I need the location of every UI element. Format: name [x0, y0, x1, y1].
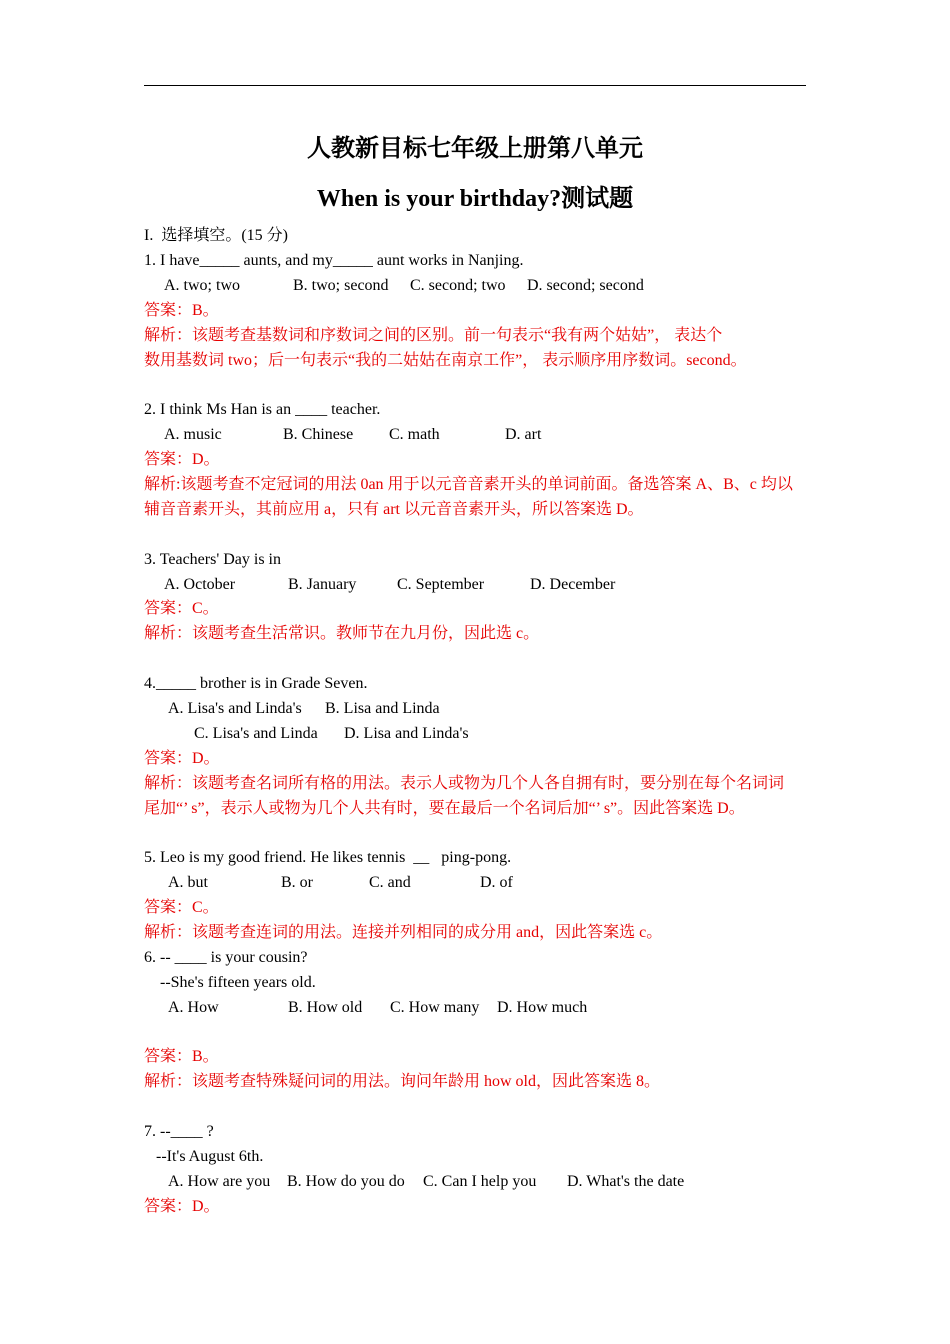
question-3-option-b: B. January — [288, 576, 357, 593]
question-6-stem: 6. -- ____ is your cousin? — [144, 949, 308, 966]
question-3-option-d: D. December — [530, 576, 616, 593]
question-4-option-b: B. Lisa and Linda — [325, 700, 440, 717]
question-7-option-c: C. Can I help you — [423, 1173, 537, 1190]
question-4-analysis: 解析：该题考查名词所有格的用法。表示人或物为几个人各自拥有时，要分别在每个名词词 — [144, 775, 785, 792]
question-5-stem: 5. Leo is my good friend. He likes tennis __ ping-pong. — [144, 849, 512, 866]
question-6-reply: --She's fifteen years old. — [160, 974, 316, 991]
question-2-option-b: B. Chinese — [283, 426, 354, 443]
question-1-option-d: D. second; second — [527, 277, 644, 294]
question-3-option-c: C. September — [397, 576, 485, 593]
question-6-option-a: A. How — [168, 999, 219, 1016]
question-7-stem: 7. --____ ? — [144, 1123, 214, 1140]
question-7-option-b: B. How do you do — [287, 1173, 405, 1190]
question-2-analysis-cont: 辅音音素开头，其前应用 a，只有 art 以元音音素开头，所以答案选 D。 — [144, 501, 644, 518]
question-2-option-d: D. art — [505, 426, 542, 443]
question-7-option-d: D. What's the date — [567, 1173, 685, 1190]
page-subtitle: When is your birthday?测试题 — [316, 186, 634, 212]
question-5-answer: 答案：C。 — [144, 899, 219, 916]
question-7-option-a: A. How are you — [168, 1173, 271, 1190]
question-7-answer: 答案：D。 — [144, 1198, 220, 1215]
question-7-reply: --It's August 6th. — [156, 1148, 264, 1165]
question-2-answer: 答案：D。 — [144, 451, 220, 468]
question-6-option-d: D. How much — [497, 999, 588, 1016]
question-1-analysis: 解析：该题考查基数词和序数词之间的区别。前一句表示“我有两个姑姑”， 表达个 — [144, 327, 723, 344]
question-5-option-b: B. or — [281, 874, 313, 891]
question-3-option-a: A. October — [164, 576, 236, 593]
question-1-stem: 1. I have_____ aunts, and my_____ aunt works in Nanjing. — [144, 252, 524, 269]
question-5-option-d: D. of — [480, 874, 513, 891]
question-4-option-d: D. Lisa and Linda's — [344, 725, 469, 742]
question-3-analysis: 解析：该题考查生活常识。教师节在九月份，因此选 c。 — [144, 625, 540, 642]
question-5-option-a: A. but — [168, 874, 208, 891]
question-2-option-c: C. math — [389, 426, 440, 443]
question-4-analysis-cont: 尾加“’ s”，表示人或物为几个人共有时，要在最后一个名词后加“’ s”。因此答案选 D。 — [144, 800, 745, 817]
question-1-answer: 答案：B。 — [144, 302, 219, 319]
question-1-option-c: C. second; two — [410, 277, 506, 294]
question-4-option-c: C. Lisa's and Linda — [194, 725, 318, 742]
question-5-option-c: C. and — [369, 874, 411, 891]
question-1-analysis-cont: 数用基数词 two；后一句表示“我的二姑姑在南京工作”， 表示顺序用序数词。second。 — [144, 352, 747, 369]
question-2-stem: 2. I think Ms Han is an ____ teacher. — [144, 401, 381, 418]
question-3-answer: 答案：C。 — [144, 600, 219, 617]
question-1-option-a: A. two; two — [164, 277, 240, 294]
question-6-answer: 答案：B。 — [144, 1048, 219, 1065]
question-4-stem: 4._____ brother is in Grade Seven. — [144, 675, 368, 692]
question-2-option-a: A. music — [164, 426, 222, 443]
question-4-option-a: A. Lisa's and Linda's — [168, 700, 302, 717]
question-6-analysis: 解析：该题考查特殊疑问词的用法。询问年龄用 how old，因此答案选 8。 — [144, 1073, 661, 1090]
question-2-analysis: 解析:该题考查不定冠词的用法 0an 用于以元音音素开头的单词前面。备选答案 A、B、c 均以 — [144, 476, 793, 493]
question-5-analysis: 解析：该题考查连词的用法。连接并列相同的成分用 and，因此答案选 c。 — [144, 924, 663, 941]
page-title: 人教新目标七年级上册第八单元 — [307, 136, 643, 162]
header-rule — [144, 85, 806, 86]
question-6-option-b: B. How old — [288, 999, 363, 1016]
section-heading: I. 选择填空。(15 分) — [144, 227, 288, 244]
question-3-stem: 3. Teachers' Day is in — [144, 551, 281, 568]
question-1-option-b: B. two; second — [293, 277, 389, 294]
question-4-answer: 答案：D。 — [144, 750, 220, 767]
question-6-option-c: C. How many — [390, 999, 480, 1016]
